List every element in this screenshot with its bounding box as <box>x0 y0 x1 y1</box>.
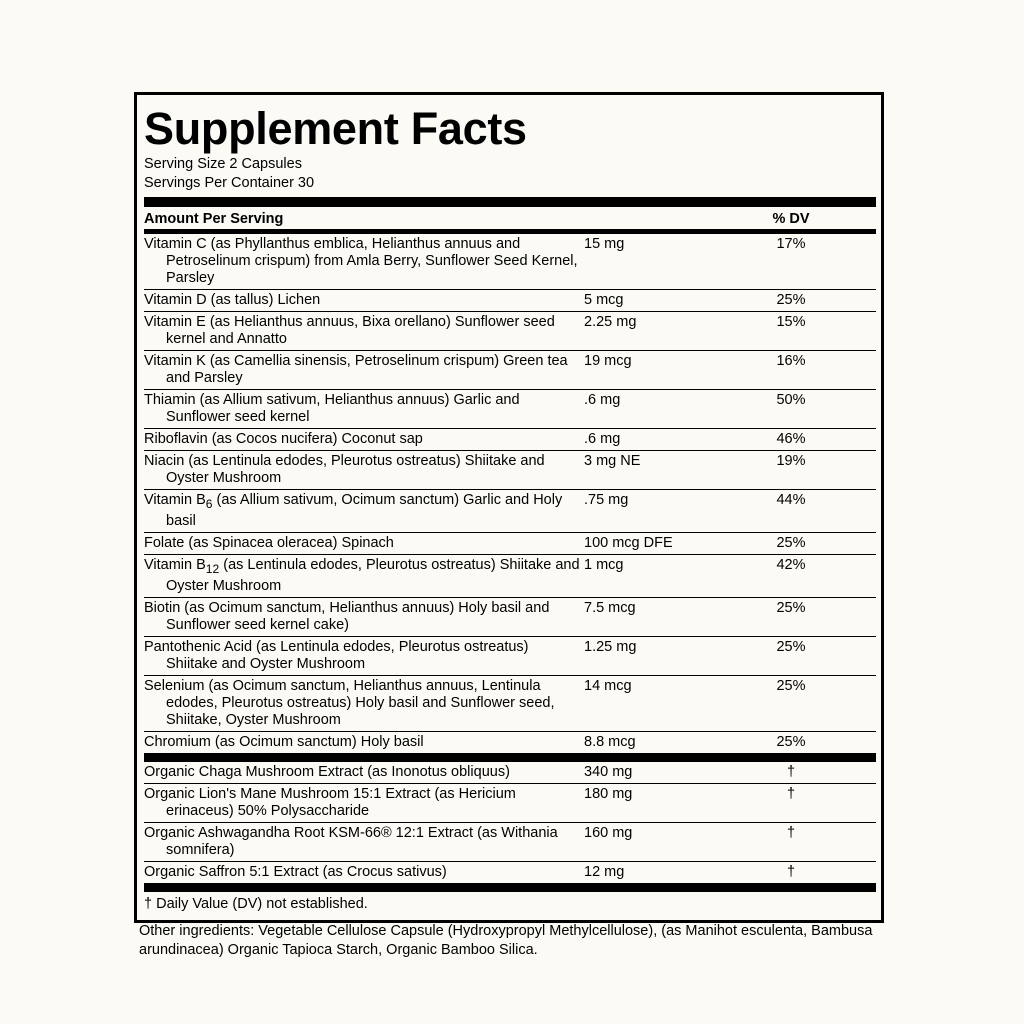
nutrient-name <box>144 492 584 530</box>
table-row <box>144 555 876 598</box>
nutrient-dv: 25% <box>776 292 806 308</box>
table-row <box>144 676 876 732</box>
extract-dv: † <box>786 785 796 802</box>
vitamin-list <box>144 234 876 753</box>
nutrient-amount: 100 mcg DFE <box>584 534 673 551</box>
extract-list <box>144 762 876 883</box>
nutrient-dv: 25% <box>776 599 806 616</box>
nutrient-amount: 2.25 mg <box>584 314 637 330</box>
nutrient-amount: 5 mcg <box>584 292 624 308</box>
extract-amount: 340 mg <box>584 763 633 780</box>
nutrient-dv: 15% <box>776 314 806 330</box>
divider-thick <box>144 753 876 762</box>
table-row <box>144 784 876 823</box>
table-row <box>144 290 876 312</box>
supplement-facts-panel <box>134 92 884 923</box>
nutrient-name-prefix: Vitamin B <box>144 492 206 508</box>
nutrient-name: Chromium (as Ocimum sanctum) Holy basil <box>144 733 424 750</box>
table-row <box>144 862 876 883</box>
nutrient-dv: 25% <box>776 733 806 750</box>
nutrient-amount: 19 mcg <box>584 353 632 369</box>
nutrient-name: Vitamin C (as Phyllanthus emblica, Helianthus annuus and Petroselinum crispum) from Amla Berry, Sunflower Seed Kernel, Parsley <box>144 236 578 286</box>
table-row <box>144 732 876 753</box>
nutrient-name: Pantothenic Acid (as Lentinula edodes, Pleurotus ostreatus) Shiitake and Oyster Mushroom <box>144 638 529 672</box>
nutrient-name: Vitamin K (as Camellia sinensis, Petroselinum crispum) Green tea and Parsley <box>144 353 568 386</box>
nutrient-name-subscript: 12 <box>205 561 220 576</box>
extract-dv: † <box>786 824 796 841</box>
table-row <box>144 598 876 637</box>
nutrient-name-suffix: (as Lentinula edodes, Pleurotus ostreatus) Shiitake and Oyster Mushroom <box>166 556 580 594</box>
table-row <box>144 390 876 429</box>
nutrient-name: Vitamin D (as tallus) Lichen <box>144 292 321 308</box>
nutrient-name: Biotin (as Ocimum sanctum, Helianthus annuus) Holy basil and Sunflower seed kernel cake) <box>144 599 550 633</box>
nutrient-dv: 44% <box>776 492 806 508</box>
table-row <box>144 234 876 290</box>
panel-title: Supplement Facts <box>144 103 527 154</box>
header-spacer <box>584 210 756 229</box>
nutrient-name: Riboflavin (as Cocos nucifera) Coconut sap <box>144 431 423 447</box>
nutrient-dv: 46% <box>776 431 806 447</box>
header-amount-per-serving: Amount Per Serving <box>144 211 284 227</box>
dv-footnote: † Daily Value (DV) not established. <box>144 895 368 912</box>
extract-amount: 12 mg <box>584 863 625 880</box>
extract-name: Organic Chaga Mushroom Extract (as Inonotus obliquus) <box>144 763 510 780</box>
nutrient-dv: 16% <box>776 353 806 369</box>
nutrient-amount: .6 mg <box>584 392 621 408</box>
nutrient-name-suffix: (as Allium sativum, Ocimum sanctum) Garlic and Holy basil <box>166 492 563 529</box>
nutrient-amount: 1.25 mg <box>584 638 637 655</box>
other-ingredients: Other ingredients: Vegetable Cellulose Capsule (Hydroxypropyl Methylcellulose), (as Manihot esculenta, Bambusa arundinacea) Organic Tapioca Starch, Organic Bamboo Silica. <box>139 923 873 958</box>
nutrient-amount: 7.5 mcg <box>584 599 636 616</box>
nutrient-amount: 14 mcg <box>584 677 632 694</box>
extract-amount: 160 mg <box>584 824 633 841</box>
extract-amount: 180 mg <box>584 785 633 802</box>
nutrient-amount: .75 mg <box>584 492 629 508</box>
table-row <box>144 823 876 862</box>
nutrient-name: Folate (as Spinacea oleracea) Spinach <box>144 534 394 551</box>
nutrient-amount: 15 mg <box>584 236 625 252</box>
servings-per-container: Servings Per Container 30 <box>144 175 315 191</box>
table-row <box>144 490 876 533</box>
nutrient-amount: 3 mg NE <box>584 453 641 469</box>
table-row <box>144 351 876 390</box>
nutrient-dv: 42% <box>776 556 806 573</box>
nutrient-name: Vitamin E (as Helianthus annuus, Bixa orellano) Sunflower seed kernel and Annatto <box>144 314 555 347</box>
nutrient-amount: 8.8 mcg <box>584 733 636 750</box>
extract-name: Organic Saffron 5:1 Extract (as Crocus sativus) <box>144 863 447 880</box>
header-dv: % DV <box>772 211 810 227</box>
nutrient-name: Niacin (as Lentinula edodes, Pleurotus ostreatus) Shiitake and Oyster Mushroom <box>144 453 545 486</box>
nutrient-dv: 19% <box>776 453 806 469</box>
nutrient-amount: .6 mg <box>584 431 621 447</box>
table-row <box>144 429 876 451</box>
nutrient-dv: 50% <box>776 392 806 408</box>
nutrient-name: Thiamin (as Allium sativum, Helianthus annuus) Garlic and Sunflower seed kernel <box>144 392 520 425</box>
divider-thick <box>144 197 876 207</box>
table-header <box>144 207 876 229</box>
nutrient-dv: 17% <box>776 236 806 252</box>
table-row <box>144 312 876 351</box>
nutrient-dv: 25% <box>776 677 806 694</box>
extract-dv: † <box>786 763 796 780</box>
table-row <box>144 451 876 490</box>
divider-thick <box>144 883 876 892</box>
extract-name: Organic Ashwagandha Root KSM-66® 12:1 Extract (as Withania somnifera) <box>144 824 558 858</box>
nutrient-name-prefix: Vitamin B <box>144 556 206 573</box>
nutrient-name-subscript: 6 <box>205 496 213 511</box>
table-row <box>144 533 876 555</box>
extract-dv: † <box>786 863 796 880</box>
serving-size: Serving Size 2 Capsules <box>144 156 302 172</box>
nutrient-dv: 25% <box>776 638 806 655</box>
table-row <box>144 762 876 784</box>
nutrient-dv: 25% <box>776 534 806 551</box>
nutrient-name <box>144 557 584 595</box>
extract-name: Organic Lion's Mane Mushroom 15:1 Extract (as Hericium erinaceus) 50% Polysaccharide <box>144 785 516 819</box>
table-row <box>144 637 876 676</box>
nutrient-amount: 1 mcg <box>584 556 624 573</box>
nutrient-name: Selenium (as Ocimum sanctum, Helianthus annuus, Lentinula edodes, Pleurotus ostreatus) Holy basil and Sunflower seed, Shiitake, Oyster Mushroom <box>144 677 555 728</box>
